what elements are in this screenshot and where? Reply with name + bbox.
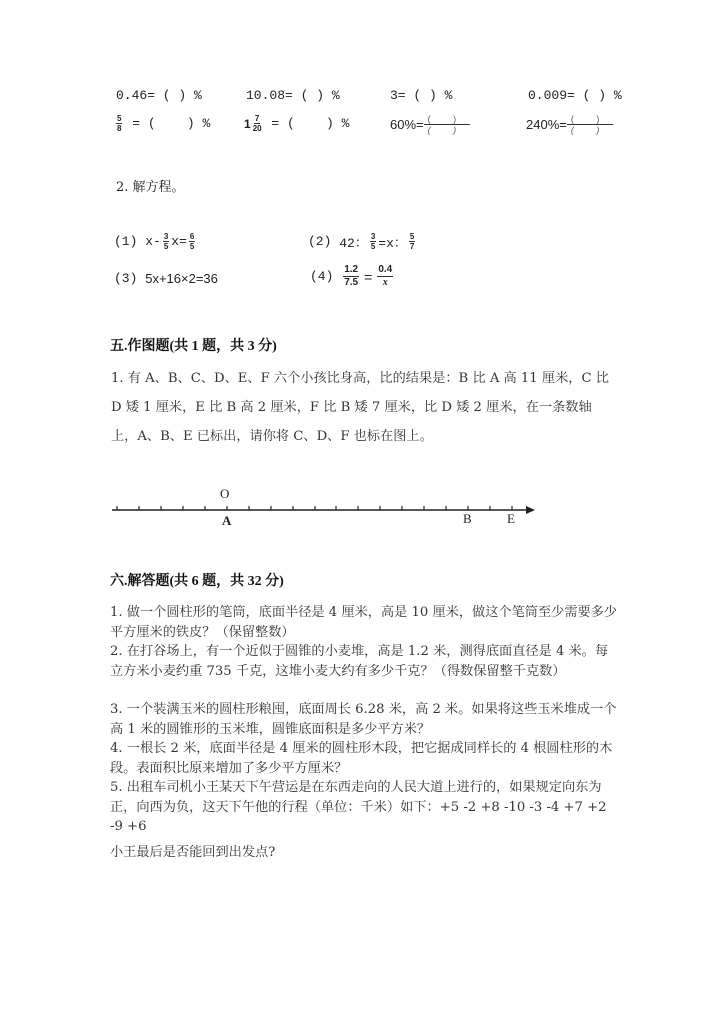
fraction: $\frac{7}{20}$ (252, 114, 262, 133)
conversion-0-009: 0.009= ( ) % (528, 88, 622, 103)
fraction: $\frac{5}{8}$ (117, 114, 122, 133)
number-line-graphic (0, 480, 720, 540)
equations-title: 2. 解方程。 (116, 180, 185, 195)
section5-heading: 五.作图题(共 1 题，共 3 分) (110, 339, 277, 354)
conversion-240-percent: 240%= $\frac{( )}{( )}$ (526, 114, 613, 135)
fraction: $\frac{3}{5}$ (370, 232, 376, 251)
number-line (0, 480, 720, 540)
equation-1: (1) x- $\frac{3}{5}$ x= $\frac{6}{5}$ (114, 232, 195, 251)
section5-problem: 1. 有 A、B、C、D、E、F 六个小孩比身高，比的结果是：B 比 A 高 11 厘米，C 比 D 矮 1 厘米，E 比 B 高 2 厘米，F 比 B 矮 7 厘米，比 D 矮 2 厘米，在一条数轴上，A、B、E 已标出，请你将 C、D、F 也标在图上。 (111, 371, 609, 444)
equation-4: (4) $\frac{1.2}{7.5}$ = $\frac{0.4}{x}$ (310, 264, 393, 288)
conversion-5-8: $\frac{5}{8}$ = ( ) % (117, 114, 211, 133)
conversion-1-7-20: 1 $\frac{7}{20}$ = ( ) % (244, 114, 350, 133)
section6-heading: 六.解答题(共 6 题，共 32 分) (110, 574, 284, 589)
conversion-3: 3= ( ) % (390, 88, 453, 103)
followup-question: 小王最后是否能回到出发点? (110, 845, 276, 860)
conversion-10-08: 10.08= ( ) % (246, 88, 340, 103)
equation-2: (2) 42： $\frac{3}{5}$ =x： $\frac{5}{7}$ (308, 232, 415, 251)
problem-4: 4. 一根长 2 米，底面半径是 4 厘米的圆柱形木段，把它据成同样长的 4 根圆柱形的木段。表面积比原来增加了多少平方厘米？ (110, 741, 613, 776)
origin-label: O (220, 486, 230, 501)
fraction: $\frac{6}{5}$ (189, 232, 195, 251)
fraction: $\frac{5}{7}$ (409, 232, 415, 251)
blank-fraction: $\frac{( )}{( )}$ (424, 114, 471, 135)
problem-3: 3. 一个装满玉米的圆柱形粮囤，底面周长 6.28 米，高 2 米。如果将这些玉米堆成一个高 1 米的圆锥形的玉米堆，圆锥底面积是多少平方米？ (110, 702, 617, 737)
fraction: $\frac{3}{5}$ (163, 232, 169, 251)
equation-3: (3) 5x+16×2=36 (114, 271, 218, 286)
problem-5: 5. 出租车司机小王某天下午营运是在东西走向的人民大道上进行的，如果规定向东为正，向西为负，这天下午他的行程（单位：千米）如下：+5 -2 +8 -10 -3 -4 +7 +2 -9 +6 (110, 780, 607, 834)
conversion-0-46: 0.46= ( ) % (116, 88, 202, 103)
point-a-label: A (222, 513, 232, 528)
arrow-head-icon (526, 506, 535, 514)
point-b-label: B (463, 511, 472, 526)
problem-1: 1. 做一个圆柱形的笔筒，底面半径是 4 厘米，高是 10 厘米，做这个笔筒至少需要多少平方厘米的铁皮？（保留整数） (110, 605, 618, 640)
point-e-label: E (507, 511, 515, 526)
blank-fraction: $\frac{( )}{( )}$ (567, 114, 614, 135)
fraction: $\frac{0.4}{x}$ (378, 264, 393, 288)
conversion-60-percent: 60%= $\frac{( )}{( )}$ (390, 114, 470, 135)
fraction: $\frac{1.2}{7.5}$ (344, 264, 359, 288)
problem-2: 2. 在打谷场上，有一个近似于圆锥的小麦堆，高是 1.2 米，测得底面直径是 4 米。每立方米小麦约重 735 千克，这堆小麦大约有多少千克？（得数保留整千克数） (110, 644, 609, 679)
